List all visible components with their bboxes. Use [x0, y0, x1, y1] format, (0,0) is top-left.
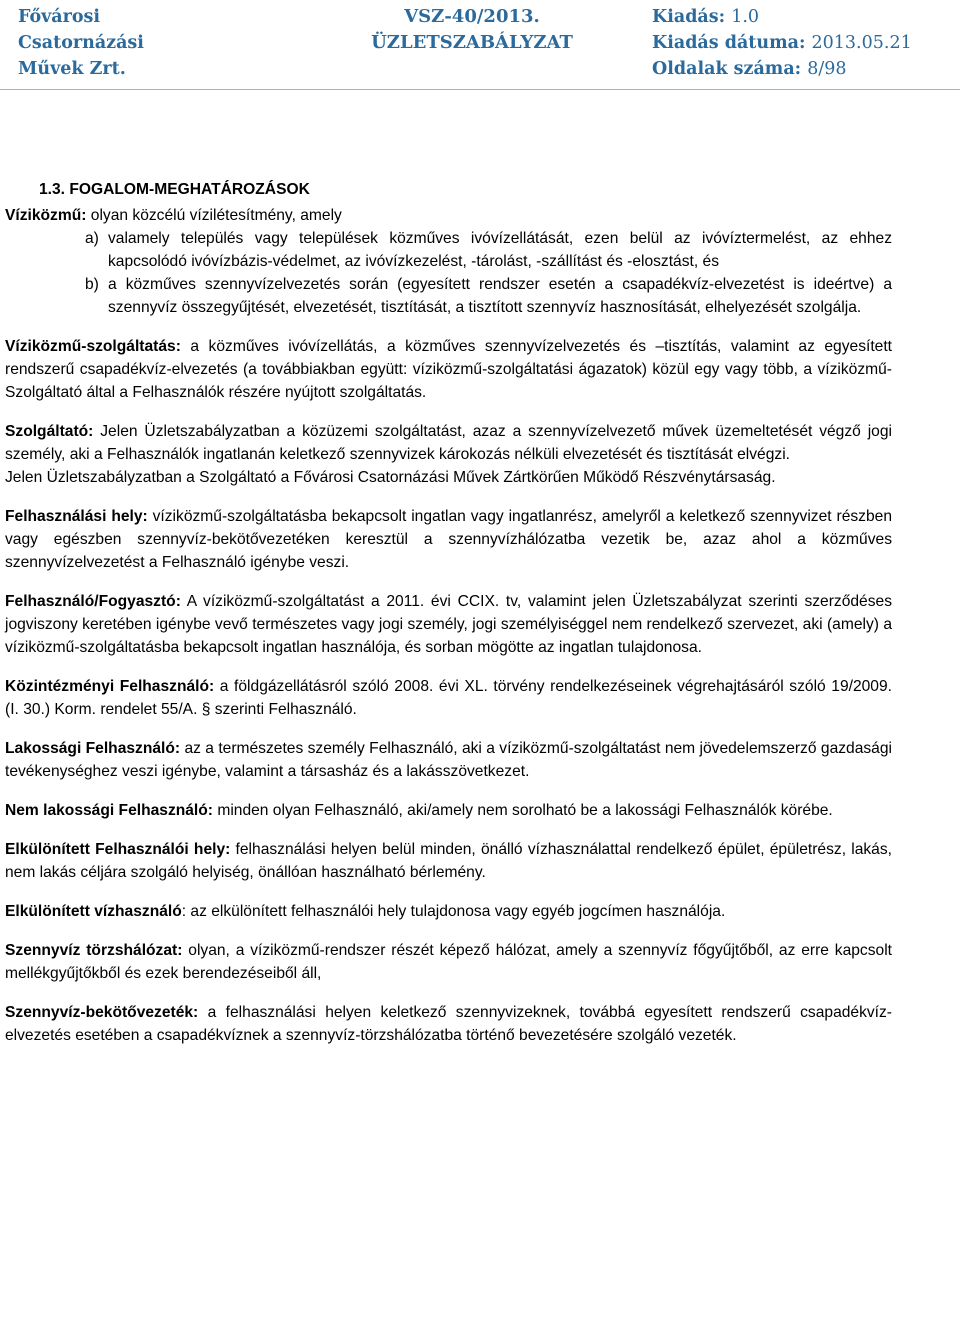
definition-szolgaltatas [5, 335, 892, 404]
document-header [0, 0, 960, 90]
term-label: Lakossági Felhasználó: [5, 740, 181, 757]
definition-kozintezmenyi [5, 675, 892, 721]
definition-elkulonitett-vizhasznalo [5, 900, 892, 923]
document-id-block [322, 4, 622, 56]
definition-text: víziközmű-szolgáltatásba bekapcsolt ingatlan vagy ingatlanrész, amelyről a keletkező szennyvizet részben vagy egészben szennyvíz-bekötővezetéken keresztül a szennyvízhálózatba vezetik be, azaz ahol a közműves szennyvízelvezetést a Felhasználó igénybe veszi. [5, 508, 892, 571]
term-label: Felhasználási hely: [5, 508, 148, 525]
definition-text: felhasználási helyen belül minden, önálló vízhasználattal rendelkező épület, épületrész, lakás, nem lakás céljára szolgáló helyiség, önállóan használható bérlemény. [5, 841, 892, 881]
definition-text: olyan, a víziközmű-rendszer részét képező hálózat, amely a szennyvíz főgyűjtőből, az erre kapcsolt mellékgyűjtőkből és ezek berendezéseiből áll, [5, 942, 892, 982]
organization-block [18, 4, 208, 82]
definition-szolgaltato [5, 420, 892, 466]
definition-text: : az elkülönített felhasználói hely tulajdonosa vagy egyéb jogcímen használója. [181, 903, 726, 920]
definition-nem-lakossagi [5, 799, 892, 822]
term-label: Elkülönített vízhasználó [5, 903, 182, 920]
definition-text: a felhasználási helyen keletkező szennyvizeknek, továbbá egyesített rendszerű csapadékvíz-elvezetés esetében a csapadékvíznek a szennyvíz-törzshálózatba történő bevezetésére szolgáló vezeték. [5, 1004, 892, 1044]
edition-block [652, 4, 952, 82]
date-row [652, 30, 952, 56]
definition-lakossagi [5, 737, 892, 783]
term-label: Víziközmű-szolgáltatás: [5, 338, 181, 355]
term-label: Szennyvíz-bekötővezeték: [5, 1004, 199, 1021]
pages-label: Oldalak száma: [652, 59, 802, 79]
definition-text: minden olyan Felhasználó, aki/amely nem sorolható be a lakossági Felhasználók körébe. [213, 802, 833, 819]
term-label: Szennyvíz törzshálózat: [5, 942, 183, 959]
edition-row [652, 4, 952, 30]
term-label: Felhasználó/Fogyasztó: [5, 593, 181, 610]
definition-text: az a természetes személy Felhasználó, aki a víziközmű-szolgáltatást nem jövedelemszerző gazdasági tevékenységhez veszi igénybe, valamint a társasház és a lakásszövetkezet. [5, 740, 892, 780]
org-name-line-2: Csatornázási [18, 33, 144, 53]
date-label: Kiadás dátuma: [652, 33, 806, 53]
list-marker: a) [85, 230, 99, 247]
definition-felhasznalo [5, 590, 892, 659]
pages-value: 8/98 [807, 59, 847, 79]
list-item [5, 227, 892, 273]
definition-text: Jelen Üzletszabályzatban a közüzemi szolgáltatást, azaz a szennyvízelvezető művek üzemeltetését végző jogi személy, aki a Felhasználók ingatlanán keletkező szennyvizek károkozás nélküli elvezetését és tisztítását elvégzi. [5, 423, 892, 463]
definition-felhasznalasi-hely [5, 505, 892, 574]
list-marker: b) [85, 276, 99, 293]
definition-szolgaltato-note: Jelen Üzletszabályzatban a Szolgáltató a Fővárosi Csatornázási Művek Zártkörűen Működő Részvénytársaság. [5, 469, 776, 486]
document-title: ÜZLETSZABÁLYZAT [371, 32, 573, 53]
edition-value: 1.0 [731, 7, 760, 27]
term-label: Közintézményi Felhasználó: [5, 678, 215, 695]
edition-label: Kiadás: [652, 7, 726, 27]
term-label: Szolgáltató: [5, 423, 94, 440]
org-name-line-1: Fővárosi [18, 7, 101, 27]
definition-bekoto [5, 1001, 892, 1047]
definition-torzshalozat [5, 939, 892, 985]
term-label: Víziközmű: [5, 207, 87, 224]
definition-text: olyan közcélú vízilétesítmény, amely [86, 207, 342, 224]
list-item-text: a közműves szennyvízelvezetés során (egyesített rendszer esetén a csapadékvíz-elvezetést is ideértve) a szennyvíz összegyűjtését, elvezetését, tisztítását, a tisztított szennyvíz hasznosítását, elhelyezését szolgálja. [108, 276, 892, 316]
section-title: 1.3. FOGALOM-MEGHATÁROZÁSOK [39, 181, 310, 198]
definition-text: a közműves ivóvízellátás, a közműves szennyvízelvezetés és –tisztítás, valamint az egyesített rendszerű csapadékvíz-elvezetés (a továbbiakban együtt: víziközmű-szolgáltatási ágazatok) közül egy vagy több, a víziközmű-Szolgáltató által a Felhasználók részére nyújtott szolgáltatás. [5, 338, 892, 401]
document-code: VSZ-40/2013. [404, 6, 540, 27]
org-name-line-3: Művek Zrt. [18, 59, 126, 79]
pages-row [652, 56, 952, 82]
list-item-text: valamely település vagy települések közműves ivóvízellátását, ezen belül az ivóvíztermelést, az ehhez kapcsolódó ivóvízbázis-védelmet, az ivóvízkezelést, -tárolást, -szállítást és -elosztást, és [108, 230, 892, 270]
document-body [5, 178, 892, 1047]
definition-vizikozmu [5, 204, 892, 227]
definition-elkulonitett-hely [5, 838, 892, 884]
definition-text: A víziközmű-szolgáltatást a 2011. évi CCIX. tv, valamint jelen Üzletszabályzat szerinti szerződéses jogviszony keretében igénybe vevő természetes vagy jogi személy, jogi személyiséggel nem rendelkező szervezet, aki (amely) a víziközmű-szolgáltatásba bekapcsolt ingatlan használója, és sorban mögötte az ingatlan tulajdonosa. [5, 593, 892, 656]
definition-text: a földgázellátásról szóló 2008. évi XL. törvény rendelkezéseinek végrehajtásáról szóló 19/2009. (I. 30.) Korm. rendelet 55/A. § szerinti Felhasználó. [5, 678, 892, 718]
term-label: Nem lakossági Felhasználó: [5, 802, 213, 819]
term-label: Elkülönített Felhasználói hely: [5, 841, 231, 858]
date-value: 2013.05.21 [811, 33, 912, 53]
header-divider [0, 89, 960, 90]
list-item [5, 273, 892, 319]
